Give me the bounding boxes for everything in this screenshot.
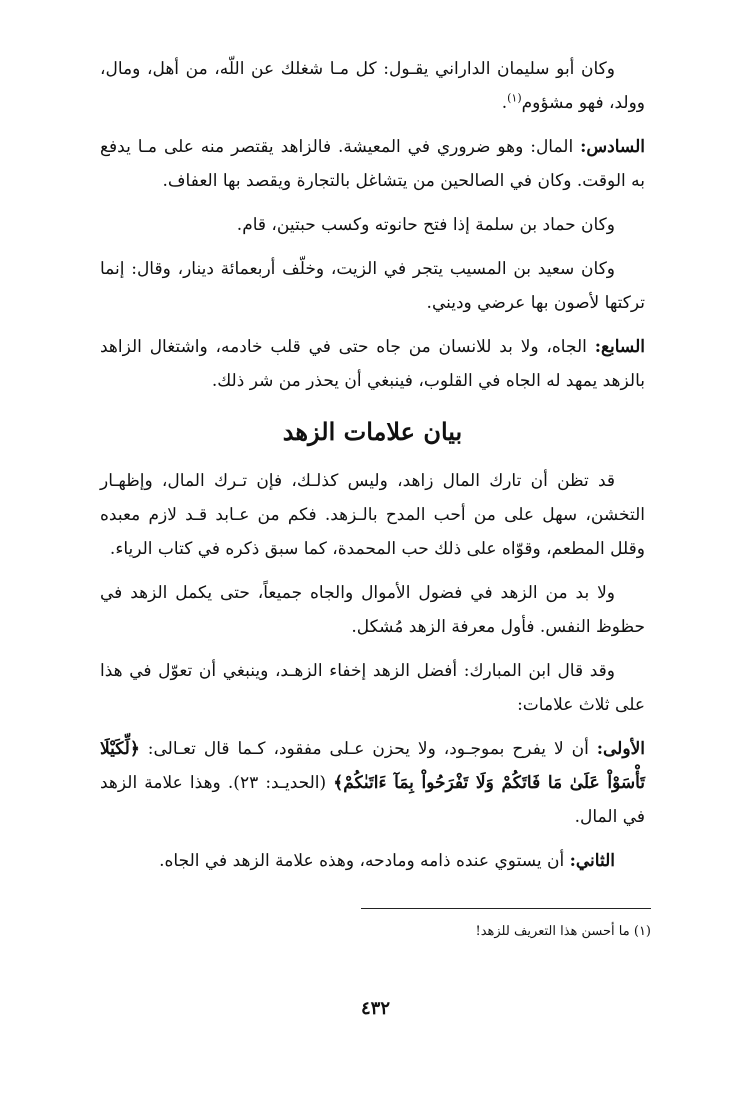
footnote: (١) ما أحسن هذا التعريف للزهد! — [475, 924, 651, 939]
paragraph-second-sign — [100, 844, 645, 878]
paragraph-said: وكان سعيد بن المسيب يتجر في الزيت، وخلّف أربعمائة دينار، وقال: إنما تركتها لأصون بها عرضي وديني. — [100, 259, 645, 313]
section-heading: بيان علامات الزهد — [282, 417, 463, 446]
paragraph-text: الجاه، ولا بد للانسان من جاه حتى في قلب خادمه، واشتغال الزاهد بالزهد يمهد له الجاه في القلوب، فينبغي أن يحذر من شر ذلك. — [100, 337, 645, 391]
paragraph-signs-intro: قد تظن أن تارك المال زاهد، وليس كذلـك، فإن تـرك المال، وإظهـار التخشن، سهل على من أحب المدح بالـزهد. فكم من عـابد قـد لازم معبده وقلل المطعم، وقوّاه على ذلك حب المحمدة، كما سبق ذكره في كتاب الرياء. — [100, 471, 645, 559]
paragraph-excess: ولا بد من الزهد في فضول الأموال والجاه جميعاً، حتى يكمل الزهد في حظوظ النفس. فأول معرفة الزهد مُشكل. — [100, 583, 645, 637]
paragraph-text: (الحديـد: ٢٣). وهذا علامة الزهد في المال. — [100, 773, 645, 827]
paragraph-text: وكان أبو سليمان الداراني يقـول: كل مـا شغلك عن اللّه، من أهل، ومال، وولد، فهو مشؤوم — [100, 59, 645, 113]
page-body — [100, 52, 645, 888]
paragraph-text: المال: وهو ضروري في المعيشة. فالزاهد يقتصر منه على مـا يدفع به الوقت. وكان في الصالحين من يتشاغل بالتجارة ويقصد بها العفاف. — [100, 137, 645, 191]
footnote-divider — [361, 908, 651, 909]
paragraph-text: أن لا يفرح بموجـود، ولا يحزن عـلى مفقود، كـما قال تعـالى: — [139, 739, 597, 759]
paragraph-hammad: وكان حماد بن سلمة إذا فتح حانوته وكسب حبتين، قام. — [236, 215, 615, 235]
section-lead-first: الأولى: — [596, 739, 645, 759]
paragraph-ibn-mubarak: وقد قال ابن المبارك: أفضل الزهد إخفاء الزهـد، وينبغي أن تعوّل في هذا على ثلاث علامات: — [100, 661, 645, 715]
paragraph-first-sign — [100, 732, 645, 834]
section-lead-sixth: السادس: — [580, 137, 645, 157]
paragraph-sixth — [100, 130, 645, 198]
section-lead-seventh: السابع: — [594, 337, 645, 357]
quran-verse: ﴿لِّكَيْلَا تَأْسَوْاْ عَلَىٰ مَا فَاتَكُمْ وَلَا تَفْرَحُواْ بِمَآ ءَاتَىٰكُمْ﴾ — [100, 739, 646, 793]
section-lead-second: الثاني: — [569, 851, 615, 871]
page-number: ٤٣٢ — [360, 998, 390, 1019]
footnote-reference[interactable]: (١) — [507, 91, 522, 105]
paragraph-seventh — [100, 330, 645, 398]
paragraph-text: أن يستوي عنده ذامه ومادحه، وهذه علامة الزهد في الجاه. — [159, 851, 570, 871]
paragraph-abu-sulayman: وكان أبو سليمان الداراني يقـول: كل مـا شغلك عن اللّه، من أهل، ومال، وولد، فهو مشؤوم$^{(١)}$. — [100, 59, 645, 113]
